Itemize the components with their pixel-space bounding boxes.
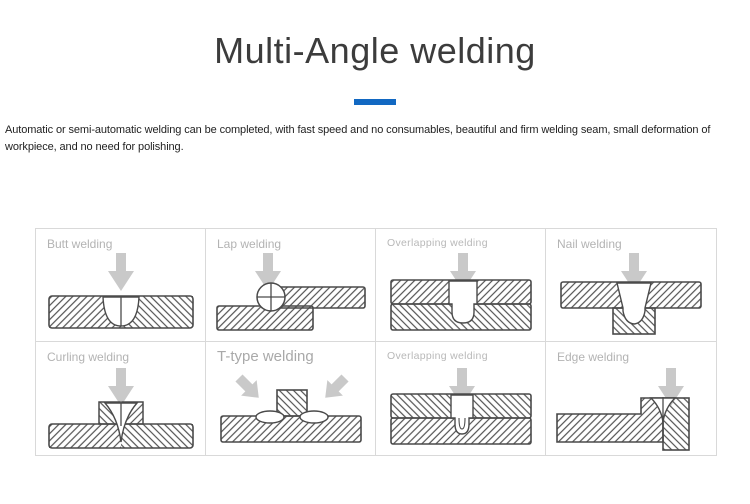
cell-label: T-type welding [217,348,314,365]
cell-nail-welding [546,229,716,342]
cell-overlapping-welding-2 [376,342,546,455]
cell-label: Overlapping welding [387,237,488,249]
butt-welding-diagram [41,254,201,338]
cell-label: Overlapping welding [387,350,488,362]
cell-label: Lap welding [217,237,282,251]
overlapping-welding-diagram [381,254,541,338]
cell-label: Curling welding [47,350,130,364]
overlapping-welding-diagram [381,368,541,452]
cell-butt-welding [36,229,206,342]
cell-label: Butt welding [47,237,113,251]
lap-welding-diagram [211,254,371,338]
welding-types-grid [35,228,717,456]
nail-welding-diagram [551,254,711,338]
edge-welding-diagram [551,368,711,452]
page-description: Automatic or semi-automatic welding can be completed, with fast speed and no consumables, beautiful and firm welding seam, small deformation of workpiece, and no need for polishing. [5,124,711,154]
cell-t-type-welding [206,342,376,455]
cell-lap-welding [206,229,376,342]
cell-edge-welding [546,342,716,455]
curling-welding-diagram [41,368,201,452]
t-type-welding-diagram [211,368,371,452]
cell-label: Nail welding [557,237,622,251]
title-divider [354,99,396,105]
cell-overlapping-welding-1 [376,229,546,342]
cell-curling-welding [36,342,206,455]
page-title: Multi-Angle welding [214,30,536,71]
cell-label: Edge welding [557,350,630,364]
